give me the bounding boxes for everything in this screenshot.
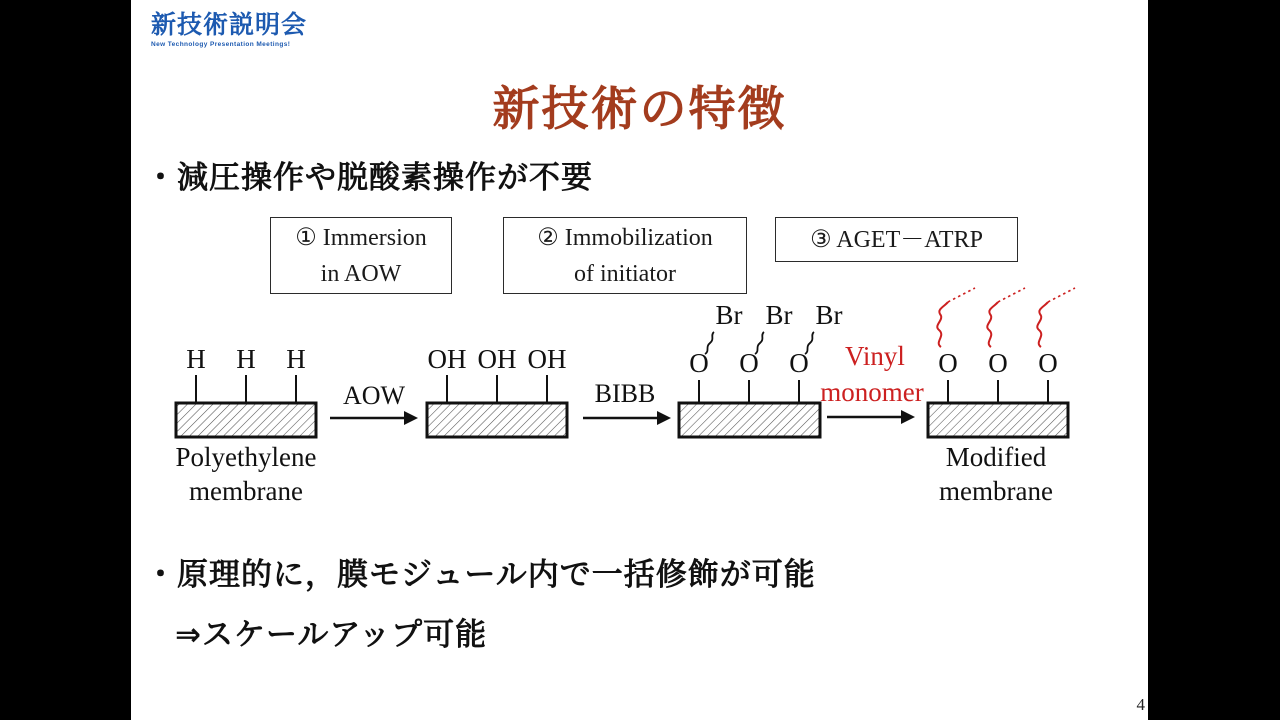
step2-line2: of initiator — [574, 260, 676, 287]
oh-label: OH — [527, 344, 567, 374]
o-label: O — [739, 348, 759, 378]
polyethylene-membrane-caption-line2: membrane — [189, 476, 303, 506]
vinyl-monomer-label-line2: monomer — [820, 377, 924, 407]
polymer-chain — [987, 288, 1025, 347]
br-label: Br — [765, 300, 793, 330]
arrow-bibb — [583, 411, 671, 425]
o-label: O — [789, 348, 809, 378]
br-label: Br — [715, 300, 743, 330]
step2-line1: ② Immobilization — [537, 224, 713, 251]
o-label: O — [988, 348, 1008, 378]
membrane1-shape — [176, 375, 316, 437]
bullet-module-modification: ・原理的に，膜モジュール内で一括修飾が可能 — [145, 557, 816, 592]
step3-line1: ③ AGET－ATRP — [810, 226, 983, 253]
h-label: H — [236, 344, 256, 374]
polymer-chain — [937, 288, 975, 347]
aow-arrow-label: AOW — [342, 381, 406, 410]
logo-title: 新技術説明会 — [151, 11, 308, 39]
o-label: O — [1038, 348, 1058, 378]
slide — [131, 0, 1148, 720]
bullet-no-vacuum: ・減圧操作や脱酸素操作が不要 — [145, 160, 593, 195]
arrow-aow — [330, 411, 418, 425]
logo-subtitle: New Technology Presentation Meetings! — [151, 40, 291, 48]
arrow-vinyl-monomer — [827, 410, 915, 424]
o-label: O — [938, 348, 958, 378]
br-label: Br — [815, 300, 843, 330]
polyethylene-membrane-caption-line1: Polyethylene — [175, 442, 317, 472]
modified-membrane-caption-line1: Modified — [945, 442, 1047, 472]
page-title: 新技術の特徴 — [492, 82, 787, 135]
membrane2-shape — [427, 375, 567, 437]
event-logo — [151, 12, 411, 48]
vinyl-monomer-label-line1: Vinyl — [845, 341, 905, 371]
h-label: H — [286, 344, 306, 374]
oh-label: OH — [477, 344, 517, 374]
o-label: O — [689, 348, 709, 378]
step1-line1: ① Immersion — [295, 224, 427, 251]
step-box-aget-atrp — [775, 217, 1018, 262]
polymer-chain — [1037, 288, 1075, 347]
oh-label: OH — [427, 344, 467, 374]
step1-line2: in AOW — [320, 260, 402, 287]
h-label: H — [186, 344, 206, 374]
modified-membrane-caption-line2: membrane — [939, 476, 1053, 506]
bullet-scale-up: ⇒スケールアップ可能 — [175, 617, 488, 652]
bibb-arrow-label: BIBB — [594, 379, 656, 408]
page-number: 4 — [1136, 695, 1145, 714]
